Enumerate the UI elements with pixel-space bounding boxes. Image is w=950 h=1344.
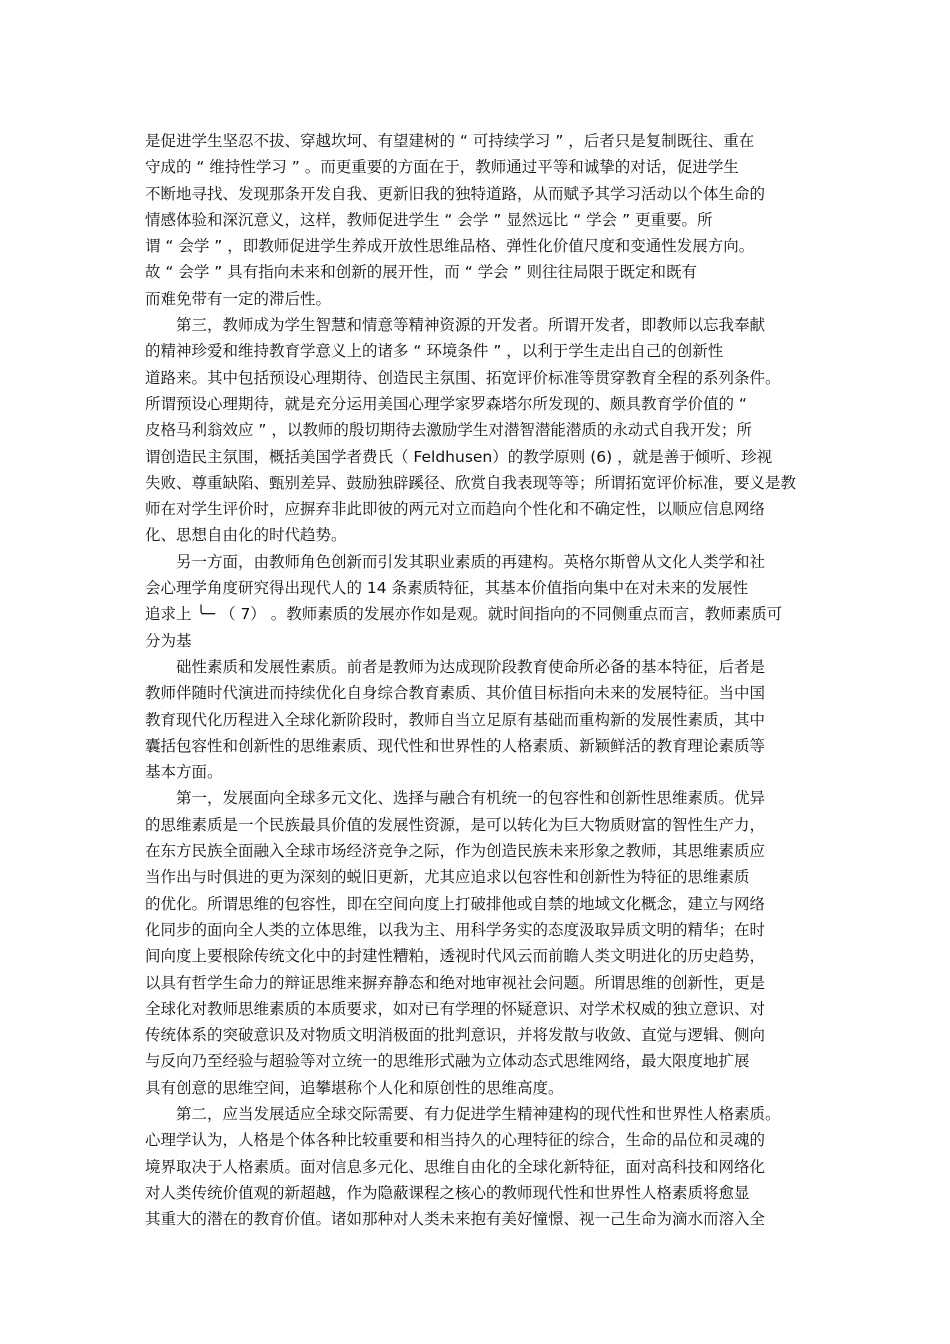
text-line: 心理学认为，人格是个体各种比较重要和相当持久的心理特征的综合，生命的品位和灵魂的	[145, 1131, 766, 1150]
text-line: 不断地寻找、发现那条开发自我、更新旧我的独特道路，从而赋予其学习活动以个体生命的	[145, 184, 766, 203]
text-line: 的精神珍爱和维持教育学意义上的诸多 “ 环境条件 ” ，以利于学生走出自己的创新性	[145, 342, 724, 361]
text-line: 谓创造民主氛围，概括美国学者费氏（ Feldhusen）的教学原则 (6) ，就是善于倾听、珍视	[145, 447, 773, 466]
text-line: 境界取决于人格素质。面对信息多元化、思维自由化的全球化新特征，面对高科技和网络化	[145, 1157, 766, 1176]
text-line: 与反向乃至经验与超验等对立统一的思维形式融为立体动态式思维网络，最大限度地扩展	[145, 1052, 750, 1071]
text-line: 失败、尊重缺陷、甄别差异、鼓励独辟蹊径、欣赏自我表现等等；所谓拓宽评价标准，要义是教	[145, 473, 797, 492]
text-line: 教育现代化历程进入全球化新阶段时，教师自当立足原有基础而重构新的发展性素质，其中	[145, 710, 766, 729]
text-line: 以具有哲学生命力的辩证思维来摒弃静态和绝对地审视社会问题。所谓思维的创新性，更是	[145, 973, 766, 992]
text-line: 情感体验和深沉意义，这样，教师促进学生 “ 会学 ” 显然远比 “ 学会 ” 更重要。所	[145, 210, 713, 229]
text-line: 所谓预设心理期待，就是充分运用美国心理学家罗森塔尔所发现的、颇具教育学价值的 “	[145, 394, 747, 413]
text-line: 间向度上要根除传统文化中的封建性糟粕，透视时代风云而前瞻人类文明进化的历史趋势，	[145, 947, 766, 966]
text-line: 追求上 ╰─ （ 7） 。教师素质的发展亦作如是观。就时间指向的不同侧重点而言，教师素质可	[145, 605, 783, 624]
text-line: 皮格马利翁效应 ” ，以教师的殷切期待去激励学生对潜智潜能潜质的永动式自我开发；所	[145, 421, 752, 440]
text-line: 化、思想自由化的时代趋势。	[145, 526, 347, 545]
text-line: 具有创意的思维空间，追攀堪称个人化和原创性的思维高度。	[145, 1078, 564, 1097]
text-line: 的优化。所谓思维的包容性，即在空间向度上打破排他或自禁的地域文化概念，建立与网络	[145, 894, 766, 913]
text-line: 当作出与时俱进的更为深刻的蜕旧更新，尤其应追求以包容性和创新性为特征的思维素质	[145, 868, 750, 887]
text-line: 是促进学生坚忍不拔、穿越坎坷、有望建树的 “ 可持续学习 ” ，后者只是复制既往、重在	[145, 132, 755, 150]
text-line: 会心理学角度研究得出现代人的 14 条素质特征，其基本价值指向集中在对未来的发展性	[145, 579, 749, 598]
paragraph-first-line: 另一方面，由教师角色创新而引发其职业素质的再建构。英格尔斯曾从文化人类学和社	[176, 552, 766, 571]
document-body-text	[145, 128, 810, 1232]
text-line: 道路来。其中包括预设心理期待、创造民主氛围、拓宽评价标准等贯穿教育全程的系列条件。	[145, 368, 781, 387]
text-line: 谓 “ 会学 ” ，即教师促进学生养成开放性思维品格、弹性化价值尺度和变通性发展方向。	[145, 237, 755, 256]
text-line: 囊括包容性和创新性的思维素质、现代性和世界性的人格素质、新颖鲜活的教育理论素质等	[145, 736, 766, 755]
text-line: 基本方面。	[145, 763, 223, 782]
text-line: 而难免带有一定的滞后性。	[145, 289, 332, 308]
text-line: 全球化对教师思维素质的本质要求，如对已有学理的怀疑意识、对学术权威的独立意识、对	[145, 999, 766, 1018]
text-line: 师在对学生评价时，应摒弃非此即彼的两元对立而趋向个性化和不确定性，以顺应信息网络	[145, 500, 766, 519]
paragraph-first-line: 础性素质和发展性素质。前者是教师为达成现阶段教育使命所必备的基本特征，后者是	[176, 657, 766, 676]
paragraph-first-line: 第一，发展面向全球多元文化、选择与融合有机统一的包容性和创新性思维素质。优异	[176, 789, 766, 808]
text-line: 传统体系的突破意识及对物质文明消极面的批判意识，并将发散与收敛、直觉与逻辑、侧向	[145, 1026, 766, 1045]
text-line: 在东方民族全面融入全球市场经济竞争之际，作为创造民族未来形象之教师，其思维素质应	[145, 842, 766, 861]
text-line: 的思维素质是一个民族最具价值的发展性资源，是可以转化为巨大物质财富的智性生产力，	[145, 815, 766, 834]
text-line: 其重大的潜在的教育价值。诸如那种对人类未来抱有美好憧憬、视一己生命为滴水而溶入全	[145, 1210, 766, 1229]
text-line: 分为基	[145, 631, 192, 650]
paragraph-first-line: 第二，应当发展适应全球交际需要、有力促进学生精神建构的现代性和世界性人格素质。	[176, 1104, 781, 1123]
text-line: 化同步的面向全人类的立体思维，以我为主、用科学务实的态度汲取异质文明的精华；在时	[145, 920, 766, 939]
text-line: 守成的 “ 维持性学习 ” 。而更重要的方面在于，教师通过平等和诚挚的对话，促进学生	[145, 158, 739, 177]
paragraph-first-line: 第三，教师成为学生智慧和情意等精神资源的开发者。所谓开发者，即教师以忘我奉献	[176, 316, 766, 335]
text-line: 故 “ 会学 ” 具有指向未来和创新的展开性，而 “ 学会 ” 则往往局限于既定和既有	[145, 263, 698, 282]
text-line: 教师伴随时代演进而持续优化自身综合教育素质、其价值目标指向未来的发展特征。当中国	[145, 684, 766, 703]
text-line: 对人类传统价值观的新超越，作为隐蔽课程之核心的教师现代性和世界性人格素质将愈显	[145, 1183, 750, 1202]
